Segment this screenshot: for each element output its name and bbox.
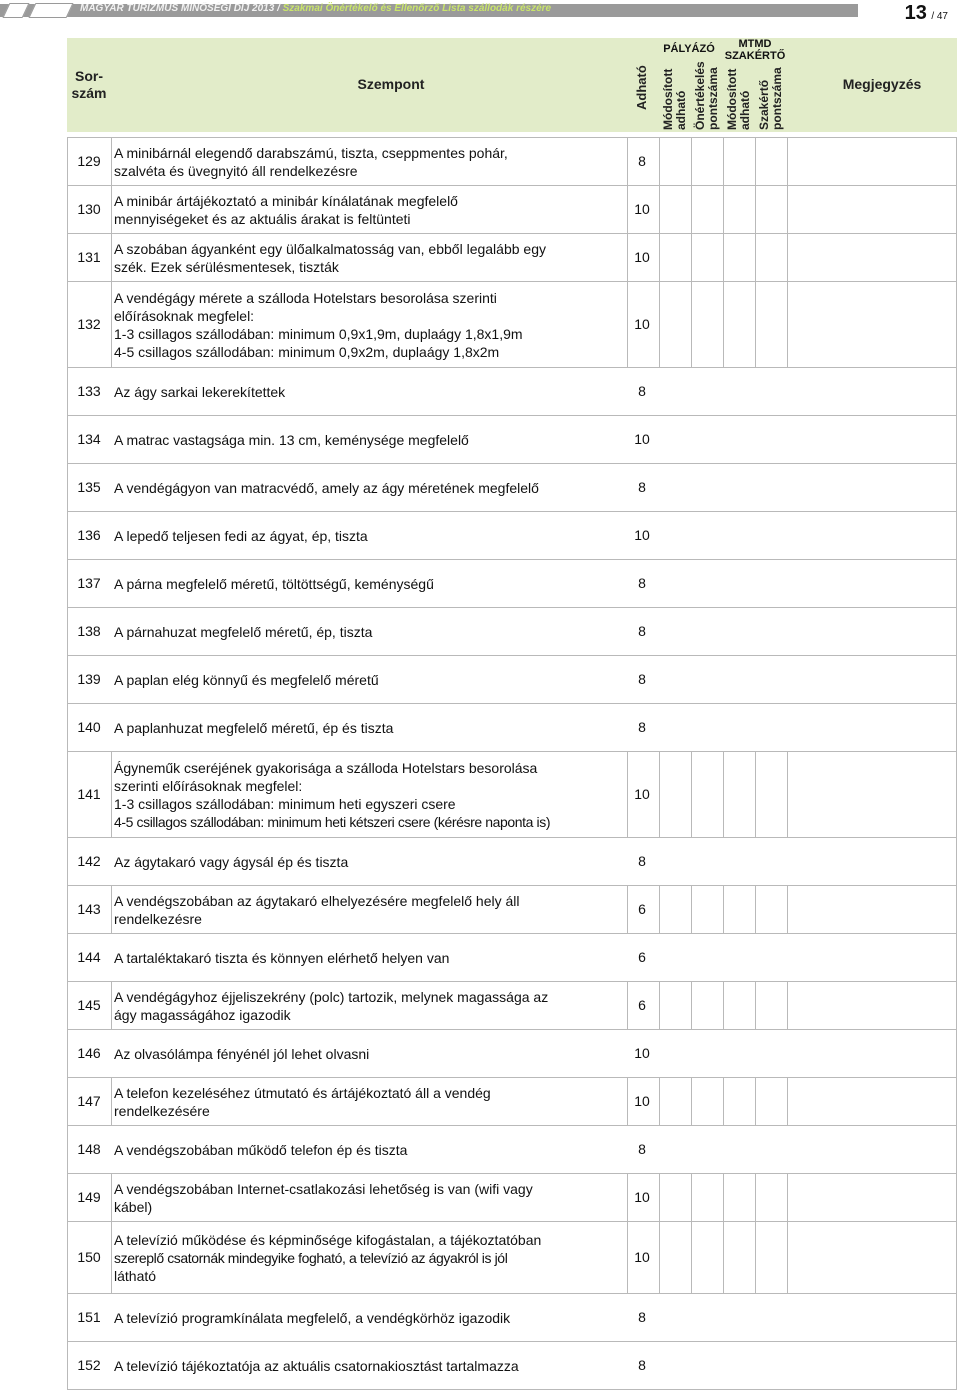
cell-divider xyxy=(956,138,957,186)
cell-divider xyxy=(111,752,112,838)
cell-divider xyxy=(956,234,957,282)
table-row xyxy=(67,933,957,982)
table-row xyxy=(67,511,957,560)
criterion-text xyxy=(114,1309,510,1327)
criterion-line: A minibár ártájékoztató a minibár kínálatának megfelelő xyxy=(114,193,458,209)
table-row xyxy=(67,185,957,234)
table-row xyxy=(67,1221,957,1294)
criterion-line: szerinti előírásoknak megfelel: xyxy=(114,778,303,794)
cell-divider xyxy=(956,1126,957,1174)
criterion-line: A vendégágyon van matracvédő, amely az ágy méretének megfelelő xyxy=(114,480,539,496)
col-adhato: Adható xyxy=(634,65,649,111)
criterion-line: A párna megfelelő méretű, töltöttségű, keménységű xyxy=(114,576,434,592)
table-row xyxy=(67,233,957,282)
points-value: 10 xyxy=(634,249,650,265)
cell-divider xyxy=(111,982,112,1030)
table-row xyxy=(67,1293,957,1342)
cell-divider xyxy=(956,608,957,656)
points-value: 10 xyxy=(634,1045,650,1061)
criterion-line: A paplanhuzat megfelelő méretű, ép és tiszta xyxy=(114,720,394,736)
title-main: MAGYAR TURIZMUS MINŐSÉGI DÍJ 2013 xyxy=(80,3,275,14)
row-number: 149 xyxy=(77,1189,101,1205)
points-value: 8 xyxy=(638,383,646,399)
cell-divider xyxy=(67,704,68,752)
points-value: 10 xyxy=(634,1249,650,1265)
criterion-text xyxy=(114,240,546,276)
cell-divider xyxy=(659,234,660,282)
cell-divider xyxy=(723,752,724,838)
criterion-line: A vendégszobában működő telefon ép és tiszta xyxy=(114,1142,408,1158)
cell-divider xyxy=(723,1078,724,1126)
row-number: 145 xyxy=(77,997,101,1013)
points-value: 10 xyxy=(634,431,650,447)
criterion-text xyxy=(114,988,548,1024)
criterion-text xyxy=(114,623,372,641)
points-value: 10 xyxy=(634,1093,650,1109)
criterion-line: szereplő csatornák mindegyike fogható, a televízió az ágyakról is jól xyxy=(114,1250,508,1266)
cell-divider xyxy=(787,234,788,282)
col-szempont: Szempont xyxy=(357,76,425,92)
cell-divider xyxy=(956,704,957,752)
row-number: 135 xyxy=(77,479,101,495)
points-value: 10 xyxy=(634,201,650,217)
table-row xyxy=(67,981,957,1030)
cell-divider xyxy=(659,1222,660,1294)
cell-divider xyxy=(723,234,724,282)
criterion-text xyxy=(114,575,434,593)
cell-divider xyxy=(691,1222,692,1294)
page-indicator xyxy=(905,2,948,25)
points-value: 8 xyxy=(638,719,646,735)
page-number: 13 xyxy=(904,2,927,24)
criterion-line: ágy magasságához igazodik xyxy=(114,1007,291,1023)
criterion-line: előírásoknak megfelel: xyxy=(114,308,255,324)
table-row xyxy=(67,1029,957,1078)
row-number: 133 xyxy=(77,383,101,399)
cell-divider xyxy=(111,1078,112,1126)
criterion-line: A televízió tájékoztatója az aktuális csatornakiosztást tartalmazza xyxy=(114,1358,519,1374)
cell-divider xyxy=(755,186,756,234)
row-number: 131 xyxy=(77,249,101,265)
table-row xyxy=(67,837,957,886)
row-number: 141 xyxy=(77,786,101,802)
criterion-line: A tartaléktakaró tiszta és könnyen elérhető helyen van xyxy=(114,950,450,966)
cell-divider xyxy=(755,1174,756,1222)
cell-divider xyxy=(627,282,628,368)
cell-divider xyxy=(67,1126,68,1174)
table-row xyxy=(67,367,957,416)
col-palyazo-modositott: Módosított adható xyxy=(661,68,688,130)
points-value: 6 xyxy=(638,997,646,1013)
col-sorszam: Sor-szám xyxy=(71,68,107,101)
points-value: 8 xyxy=(638,153,646,169)
criterion-line: 1-3 csillagos szállodában: minimum 0,9x1,9m, duplaágy 1,8x1,9m xyxy=(114,326,523,342)
criterion-line: Az ágytakaró vagy ágysál ép és tiszta xyxy=(114,854,349,870)
points-value: 8 xyxy=(638,671,646,687)
criterion-line: A televízió működése és képminősége kifogástalan, a tájékoztatóban xyxy=(114,1232,542,1248)
page-total: / 47 xyxy=(931,11,948,22)
criterion-line: A párnahuzat megfelelő méretű, ép, tiszta xyxy=(114,624,373,640)
title-sub: Szakmai Önértékelő és Ellenőrző Lista szállodák részére xyxy=(282,3,552,14)
cell-divider xyxy=(787,886,788,934)
cell-divider xyxy=(956,934,957,982)
row-number: 136 xyxy=(77,527,101,543)
criterion-text xyxy=(114,479,539,497)
cell-divider xyxy=(67,416,68,464)
criterion-line: A lepedő teljesen fedi az ágyat, ép, tiszta xyxy=(114,528,368,544)
col-mtmd-modositott: Módosított adható xyxy=(725,68,752,130)
cell-divider xyxy=(956,1222,957,1294)
cell-divider xyxy=(627,186,628,234)
cell-divider xyxy=(787,982,788,1030)
row-number: 148 xyxy=(77,1141,101,1157)
cell-divider xyxy=(956,416,957,464)
cell-divider xyxy=(67,1222,68,1294)
table-row xyxy=(67,1125,957,1174)
criterion-line: A szobában ágyanként egy ülőalkalmatosság van, ebből legalább egy xyxy=(114,241,546,257)
criterion-text xyxy=(114,144,508,180)
row-number: 150 xyxy=(77,1249,101,1265)
cell-divider xyxy=(67,1342,68,1390)
criterion-text xyxy=(114,892,520,928)
criterion-line: mennyiségeket és az aktuális árakat is feltünteti xyxy=(114,211,411,227)
cell-divider xyxy=(691,138,692,186)
points-value: 10 xyxy=(634,786,650,802)
col-mtmd-szakerto: Szakértő pontszáma xyxy=(757,67,784,130)
table-row xyxy=(67,137,957,186)
criterion-line: A vendégágyhoz éjjeliszekrény (polc) tartozik, melynek magassága az xyxy=(114,989,549,1005)
criterion-line: Az ágy sarkai lekerekítettek xyxy=(114,384,286,400)
cell-divider xyxy=(755,886,756,934)
cell-divider xyxy=(723,186,724,234)
cell-divider xyxy=(956,1342,957,1390)
cell-divider xyxy=(691,186,692,234)
group-mtmd: MTMD SZAKÉRTŐ xyxy=(724,38,786,62)
row-number: 151 xyxy=(77,1309,101,1325)
points-value: 8 xyxy=(638,623,646,639)
points-value: 10 xyxy=(634,527,650,543)
points-value: 8 xyxy=(638,575,646,591)
table-row xyxy=(67,415,957,464)
criterion-line: A vendégszobában az ágytakaró elhelyezésére megfelelő hely áll xyxy=(114,893,520,909)
row-number: 134 xyxy=(77,431,101,447)
cell-divider xyxy=(659,752,660,838)
cell-divider xyxy=(67,234,68,282)
cell-divider xyxy=(691,234,692,282)
table-row xyxy=(67,281,957,368)
cell-divider xyxy=(691,752,692,838)
criterion-text xyxy=(114,1231,541,1285)
cell-divider xyxy=(67,886,68,934)
cell-divider xyxy=(67,752,68,838)
cell-divider xyxy=(627,886,628,934)
row-number: 146 xyxy=(77,1045,101,1061)
cell-divider xyxy=(755,1222,756,1294)
criterion-text xyxy=(114,1045,369,1063)
points-value: 8 xyxy=(638,1357,646,1373)
criterion-line: A vendégszobában Internet-csatlakozási lehetőség is van (wifi vagy xyxy=(114,1181,533,1197)
cell-divider xyxy=(755,982,756,1030)
table-row xyxy=(67,463,957,512)
cell-divider xyxy=(723,138,724,186)
cell-divider xyxy=(956,186,957,234)
cell-divider xyxy=(67,656,68,704)
header-decoration xyxy=(29,3,74,18)
cell-divider xyxy=(956,656,957,704)
criterion-text xyxy=(114,1357,519,1375)
row-number: 152 xyxy=(77,1357,101,1373)
cell-divider xyxy=(723,1174,724,1222)
cell-divider xyxy=(956,512,957,560)
cell-divider xyxy=(691,1078,692,1126)
title-separator: / xyxy=(274,3,283,14)
cell-divider xyxy=(755,138,756,186)
cell-divider xyxy=(67,934,68,982)
cell-divider xyxy=(691,282,692,368)
cell-divider xyxy=(67,1078,68,1126)
criterion-text xyxy=(114,949,449,967)
criterion-line: 4-5 csillagos szállodában: minimum 0,9x2m, duplaágy 1,8x2m xyxy=(114,344,500,360)
cell-divider xyxy=(67,560,68,608)
criterion-text xyxy=(114,192,458,228)
cell-divider xyxy=(956,982,957,1030)
cell-divider xyxy=(956,752,957,838)
criterion-text xyxy=(114,527,368,545)
table-row xyxy=(67,559,957,608)
row-number: 144 xyxy=(77,949,101,965)
cell-divider xyxy=(659,282,660,368)
cell-divider xyxy=(67,1174,68,1222)
row-number: 143 xyxy=(77,901,101,917)
criterion-line: A televízió programkínálata megfelelő, a vendégkörhöz igazodik xyxy=(114,1310,511,1326)
cell-divider xyxy=(67,512,68,560)
row-number: 129 xyxy=(77,153,101,169)
cell-divider xyxy=(956,282,957,368)
table-header xyxy=(67,38,957,132)
cell-divider xyxy=(956,1078,957,1126)
criterion-line: A matrac vastagsága min. 13 cm, keménysége megfelelő xyxy=(114,432,469,448)
criterion-text xyxy=(114,289,523,361)
criterion-line: 1-3 csillagos szállodában: minimum heti egyszeri csere xyxy=(114,796,456,812)
col-megjegyzes: Megjegyzés xyxy=(842,76,922,92)
cell-divider xyxy=(67,464,68,512)
points-value: 10 xyxy=(634,1189,650,1205)
cell-divider xyxy=(691,982,692,1030)
row-number: 137 xyxy=(77,575,101,591)
cell-divider xyxy=(723,282,724,368)
row-number: 147 xyxy=(77,1093,101,1109)
cell-divider xyxy=(755,282,756,368)
cell-divider xyxy=(67,608,68,656)
cell-divider xyxy=(659,1174,660,1222)
criterion-line: rendelkezésére xyxy=(114,1103,210,1119)
table-row xyxy=(67,751,957,838)
col-palyazo-onertekeles: Önértékelés pontszáma xyxy=(693,61,720,130)
cell-divider xyxy=(659,982,660,1030)
cell-divider xyxy=(627,1174,628,1222)
criterion-line: látható xyxy=(114,1268,157,1284)
cell-divider xyxy=(723,1222,724,1294)
points-value: 8 xyxy=(638,1141,646,1157)
points-value: 10 xyxy=(634,316,650,332)
cell-divider xyxy=(627,982,628,1030)
cell-divider xyxy=(111,1174,112,1222)
cell-divider xyxy=(627,138,628,186)
cell-divider xyxy=(787,752,788,838)
cell-divider xyxy=(956,838,957,886)
criterion-text xyxy=(114,431,469,449)
cell-divider xyxy=(111,234,112,282)
cell-divider xyxy=(627,752,628,838)
cell-divider xyxy=(67,282,68,368)
cell-divider xyxy=(956,368,957,416)
criterion-text xyxy=(114,853,348,871)
cell-divider xyxy=(723,982,724,1030)
cell-divider xyxy=(659,886,660,934)
table-row xyxy=(67,1341,957,1390)
cell-divider xyxy=(787,1222,788,1294)
row-number: 130 xyxy=(77,201,101,217)
cell-divider xyxy=(67,368,68,416)
criterion-text xyxy=(114,1141,407,1159)
cell-divider xyxy=(691,1174,692,1222)
points-value: 6 xyxy=(638,949,646,965)
points-value: 6 xyxy=(638,901,646,917)
criterion-text xyxy=(114,1180,533,1216)
cell-divider xyxy=(787,138,788,186)
cell-divider xyxy=(627,1222,628,1294)
document-title xyxy=(80,3,551,14)
cell-divider xyxy=(787,1078,788,1126)
criterion-text xyxy=(114,759,550,831)
cell-divider xyxy=(111,886,112,934)
cell-divider xyxy=(111,282,112,368)
cell-divider xyxy=(956,1030,957,1078)
cell-divider xyxy=(111,138,112,186)
criterion-line: Ágyneműk cseréjének gyakorisága a szálloda Hotelstars besorolása xyxy=(114,760,538,776)
cell-divider xyxy=(956,886,957,934)
cell-divider xyxy=(67,138,68,186)
criterion-text xyxy=(114,383,285,401)
cell-divider xyxy=(627,1078,628,1126)
cell-divider xyxy=(956,1174,957,1222)
cell-divider xyxy=(67,838,68,886)
cell-divider xyxy=(111,186,112,234)
criterion-text xyxy=(114,671,379,689)
cell-divider xyxy=(659,1078,660,1126)
cell-divider xyxy=(691,886,692,934)
cell-divider xyxy=(956,560,957,608)
cell-divider xyxy=(755,752,756,838)
points-value: 8 xyxy=(638,479,646,495)
group-palyazo: PÁLYÁZÓ xyxy=(663,43,715,55)
row-number: 140 xyxy=(77,719,101,735)
row-number: 132 xyxy=(77,316,101,332)
table-row xyxy=(67,607,957,656)
criterion-line: rendelkezésre xyxy=(114,911,202,927)
cell-divider xyxy=(755,234,756,282)
cell-divider xyxy=(111,1222,112,1294)
criterion-text xyxy=(114,1084,491,1120)
page-header xyxy=(0,0,960,30)
table-row xyxy=(67,655,957,704)
criterion-line: szalvéta és üvegnyitó áll rendelkezésre xyxy=(114,163,358,179)
criterion-text xyxy=(114,719,393,737)
cell-divider xyxy=(659,186,660,234)
cell-divider xyxy=(659,138,660,186)
table-row xyxy=(67,885,957,934)
criterion-line: kábel) xyxy=(114,1199,153,1215)
cell-divider xyxy=(755,1078,756,1126)
cell-divider xyxy=(787,282,788,368)
cell-divider xyxy=(787,1174,788,1222)
cell-divider xyxy=(67,982,68,1030)
table-row xyxy=(67,703,957,752)
cell-divider xyxy=(956,1294,957,1342)
criterion-line: szék. Ezek sérülésmentesek, tiszták xyxy=(114,259,339,275)
table-row xyxy=(67,1077,957,1126)
cell-divider xyxy=(627,234,628,282)
criterion-line: A telefon kezeléséhez útmutató és ártájékoztató áll a vendég xyxy=(114,1085,491,1101)
criterion-line: A paplan elég könnyű és megfelelő méretű xyxy=(114,672,379,688)
criterion-line: A vendégágy mérete a szálloda Hotelstars besorolása szerinti xyxy=(114,290,497,306)
cell-divider xyxy=(956,464,957,512)
criterion-line: A minibárnál elegendő darabszámú, tiszta, cseppmentes pohár, xyxy=(114,145,508,161)
cell-divider xyxy=(723,886,724,934)
cell-divider xyxy=(67,1294,68,1342)
points-value: 8 xyxy=(638,853,646,869)
criterion-line: 4-5 csillagos szállodában: minimum heti kétszeri csere (kérésre naponta is) xyxy=(114,814,551,830)
cell-divider xyxy=(67,186,68,234)
table-row xyxy=(67,1173,957,1222)
row-number: 142 xyxy=(77,853,101,869)
row-number: 139 xyxy=(77,671,101,687)
cell-divider xyxy=(787,186,788,234)
criterion-line: Az olvasólámpa fényénél jól lehet olvasni xyxy=(114,1046,370,1062)
points-value: 8 xyxy=(638,1309,646,1325)
row-number: 138 xyxy=(77,623,101,639)
cell-divider xyxy=(67,1030,68,1078)
